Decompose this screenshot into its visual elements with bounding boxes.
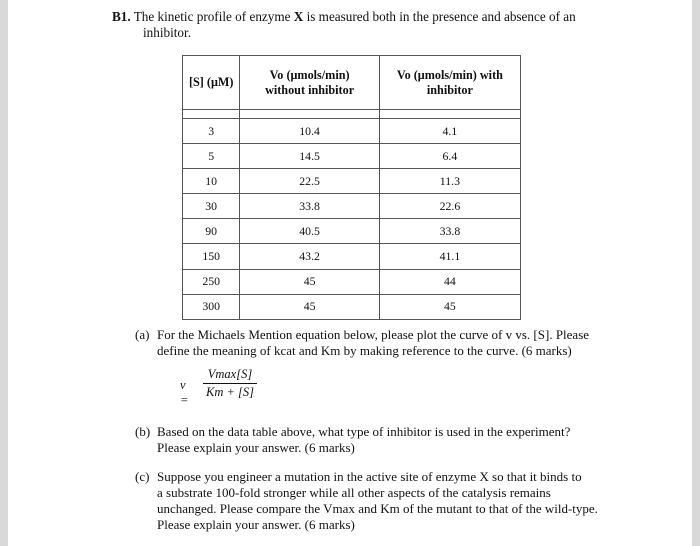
part-c-line2: a substrate 100-fold stronger while all other aspects of the catalysis remains	[157, 485, 551, 500]
cell-s: 30	[183, 194, 240, 219]
kinetics-table	[182, 55, 521, 320]
cell-vo-without: 40.5	[240, 219, 379, 244]
header-with-inhibitor	[379, 56, 520, 110]
part-c-line3: unchanged. Please compare the Vmax and Km of the mutant to that of the wild-type.	[157, 501, 598, 516]
cell-s: 150	[183, 244, 240, 269]
equation-denominator: Km + [S]	[205, 385, 255, 399]
table-row	[183, 119, 521, 144]
part-a-line1: For the Michaels Mention equation below, please plot the curve of v vs. [S]. Please	[157, 327, 590, 342]
cell-vo-with: 33.8	[379, 219, 520, 244]
fraction-bar	[203, 383, 257, 384]
table-row	[183, 144, 521, 169]
header-without-inhibitor-text: Vo (μmols/min) without inhibitor	[265, 67, 355, 97]
part-c-label: (c)	[135, 469, 150, 484]
cell-vo-without: 45	[240, 269, 379, 294]
cell-vo-with: 41.1	[379, 244, 520, 269]
cell-s: 300	[183, 294, 240, 319]
part-b	[135, 424, 605, 456]
table-row	[183, 194, 521, 219]
right-margin-bar	[692, 0, 700, 546]
part-c-line4: Please explain your answer. (6 marks)	[157, 517, 355, 532]
enzyme-name: X	[293, 9, 304, 24]
part-b-label: (b)	[135, 424, 151, 439]
cell-vo-without: 33.8	[240, 194, 379, 219]
cell-s: 10	[183, 169, 240, 194]
header-substrate: [S] (μM)	[183, 56, 240, 110]
cell-vo-with: 4.1	[379, 119, 520, 144]
part-a-line2: define the meaning of kcat and Km by making reference to the curve. (6 marks)	[157, 343, 572, 358]
part-c	[135, 469, 605, 533]
table-row	[183, 294, 521, 319]
cell-s: 3	[183, 119, 240, 144]
question-intro	[112, 9, 602, 41]
cell-vo-with: 44	[379, 269, 520, 294]
equation-lhs: v =	[180, 378, 189, 407]
cell-vo-with: 22.6	[379, 194, 520, 219]
cell-vo-without: 22.5	[240, 169, 379, 194]
part-b-line1: Based on the data table above, what type of inhibitor is used in the experiment?	[157, 424, 571, 439]
intro-text-c: inhibitor.	[143, 25, 191, 40]
cell-vo-with: 6.4	[379, 144, 520, 169]
cell-s: 90	[183, 219, 240, 244]
equation-fraction	[203, 367, 257, 400]
part-c-line1: Suppose you engineer a mutation in the active site of enzyme X so that it binds to	[157, 469, 582, 484]
header-without-inhibitor	[240, 56, 379, 110]
part-a	[135, 327, 605, 359]
table-row	[183, 169, 521, 194]
intro-text-a: The kinetic profile of enzyme	[133, 9, 294, 24]
table-row	[183, 219, 521, 244]
cell-vo-without: 10.4	[240, 119, 379, 144]
cell-vo-with: 11.3	[379, 169, 520, 194]
cell-vo-without: 14.5	[240, 144, 379, 169]
intro-text-b: is measured both in the presence and absence of an	[303, 9, 576, 24]
equation-numerator: Vmax[S]	[207, 367, 253, 381]
cell-vo-without: 45	[240, 294, 379, 319]
document-page	[8, 0, 692, 546]
cell-vo-with: 45	[379, 294, 520, 319]
header-with-inhibitor-text: Vo (μmols/min) with inhibitor	[396, 67, 503, 97]
part-a-label: (a)	[135, 327, 150, 342]
table-row	[183, 269, 521, 294]
table-row	[183, 244, 521, 269]
part-b-line2: Please explain your answer. (6 marks)	[157, 440, 355, 455]
question-number: B1.	[112, 9, 131, 24]
cell-s: 250	[183, 269, 240, 294]
left-margin-bar	[0, 0, 8, 546]
table-spacer-row	[183, 110, 521, 119]
cell-s: 5	[183, 144, 240, 169]
cell-vo-without: 43.2	[240, 244, 379, 269]
